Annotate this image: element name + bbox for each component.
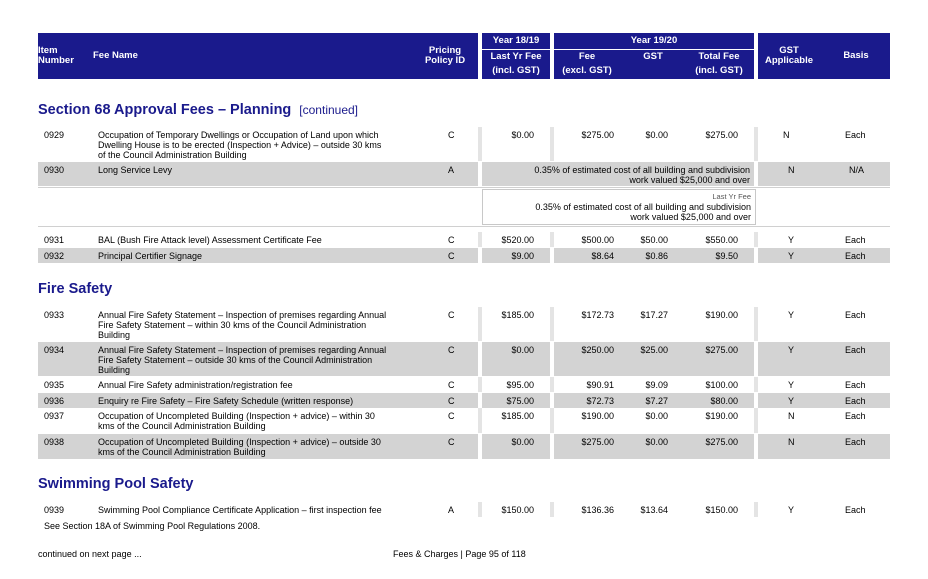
section-title-s68: Section 68 Approval Fees – Planning [continued] — [38, 102, 359, 118]
table-row — [38, 408, 890, 433]
last-year-rate-row — [38, 187, 890, 227]
total-fee: $100.00 — [705, 380, 738, 390]
header-pricing-1: Pricing — [428, 45, 462, 56]
header-year-curr: Year 19/20 — [630, 35, 678, 46]
continued-note: continued on next page ... — [38, 549, 142, 559]
header-fee-name: Fee Name — [93, 50, 138, 61]
fee-name: Principal Certifier Signage — [98, 251, 203, 261]
continued-label: [continued] — [299, 103, 359, 117]
fee: $136.36 — [581, 505, 614, 515]
page-number: Fees & Charges | Page 95 of 118 — [393, 549, 526, 559]
fee-name: Occupation of Uncompleted Building (Inspection + advice) – within 30 kms of the Council Administration Building — [98, 411, 375, 431]
fee: $250.00 — [581, 345, 614, 355]
section-title-pool: Swimming Pool Safety — [38, 476, 194, 492]
last-yr-fee: $95.00 — [506, 380, 534, 390]
pricing-policy: C — [448, 380, 455, 390]
fee-name: Annual Fire Safety Statement – Inspection of premises regarding Annual Fire Safety Statement – outside 30 kms of the Council Administration Building — [98, 345, 387, 375]
basis: Each — [845, 396, 866, 406]
table-row — [38, 434, 890, 459]
total-fee: $190.00 — [705, 411, 738, 421]
fee-name: Annual Fire Safety Statement – Inspection of premises regarding Annual Fire Safety Statement – within 30 kms of the Council Administration Building — [98, 310, 387, 340]
gst-applicable: N — [788, 437, 795, 447]
item-number: 0937 — [44, 411, 65, 421]
header-last-yr-2: (incl. GST) — [492, 65, 540, 76]
table-row — [38, 232, 890, 247]
gst-applicable: Y — [788, 380, 795, 390]
header-gst-app-1: GST — [779, 45, 799, 56]
item-number: 0936 — [44, 396, 65, 406]
total-fee: $550.00 — [705, 235, 738, 245]
item-number: 0930 — [44, 165, 65, 175]
item-number: 0931 — [44, 235, 65, 245]
table-row — [38, 127, 890, 161]
header-fee-2: (excl. GST) — [562, 65, 612, 76]
last-yr-label: Last Yr Fee — [712, 192, 751, 201]
last-yr-fee: $0.00 — [511, 345, 534, 355]
basis: Each — [845, 345, 866, 355]
total-fee: $275.00 — [705, 437, 738, 447]
header-gst-app-2: Applicable — [764, 55, 814, 66]
last-yr-fee: $0.00 — [511, 130, 534, 140]
last-yr-fee: $520.00 — [501, 235, 534, 245]
table-row — [38, 377, 890, 392]
fee-name: Swimming Pool Compliance Certificate Application – first inspection fee — [98, 505, 382, 515]
basis: Each — [845, 310, 866, 320]
last-yr-fee: $185.00 — [501, 310, 534, 320]
total-fee: $275.00 — [705, 345, 738, 355]
fee-name: Occupation of Uncompleted Building (Inspection + advice) – outside 30 kms of the Council Administration Building — [98, 437, 381, 457]
pricing-policy: C — [448, 396, 455, 406]
header-basis: Basis — [843, 50, 869, 61]
basis: Each — [845, 251, 866, 261]
rate-description: 0.35% of estimated cost of all building and subdivision work valued $25,000 and over — [534, 165, 750, 185]
header-item-number-1: Item — [38, 45, 58, 56]
table-row — [38, 248, 890, 263]
table-row — [38, 162, 890, 186]
item-number: 0929 — [44, 130, 65, 140]
total-fee: $80.00 — [710, 396, 738, 406]
pricing-policy: C — [448, 411, 455, 421]
header-fee-1: Fee — [578, 51, 596, 62]
gst: $13.64 — [640, 505, 668, 515]
fee: $275.00 — [581, 437, 614, 447]
gst: $0.86 — [645, 251, 668, 261]
total-fee: $190.00 — [705, 310, 738, 320]
total-fee: $150.00 — [705, 505, 738, 515]
fee: $72.73 — [586, 396, 614, 406]
gst-applicable: Y — [788, 310, 795, 320]
gst: $50.00 — [640, 235, 668, 245]
fee-name: Annual Fire Safety administration/registration fee — [98, 380, 293, 390]
basis: Each — [845, 235, 866, 245]
table-row — [38, 342, 890, 376]
pool-regulation-note: See Section 18A of Swimming Pool Regulations 2008. — [44, 521, 261, 531]
basis: Each — [845, 505, 866, 515]
fee-name: BAL (Bush Fire Attack level) Assessment Certificate Fee — [98, 235, 322, 245]
fee: $275.00 — [581, 130, 614, 140]
basis: Each — [845, 411, 866, 421]
header-total-2: (incl. GST) — [695, 65, 743, 76]
header-total-1: Total Fee — [698, 51, 740, 62]
item-number: 0939 — [44, 505, 65, 515]
basis: N/A — [849, 165, 865, 175]
pricing-policy: C — [448, 130, 455, 140]
total-fee: $9.50 — [715, 251, 738, 261]
header-gst: GST — [643, 51, 663, 62]
item-number: 0933 — [44, 310, 65, 320]
table-row — [38, 502, 890, 517]
last-yr-fee: $75.00 — [506, 396, 534, 406]
pricing-policy: A — [448, 165, 455, 175]
item-number: 0938 — [44, 437, 65, 447]
gst-applicable: Y — [788, 345, 795, 355]
last-yr-fee: $0.00 — [511, 437, 534, 447]
fee: $90.91 — [586, 380, 614, 390]
basis: Each — [845, 130, 866, 140]
gst-applicable: Y — [788, 235, 795, 245]
gst-applicable: N — [788, 165, 795, 175]
header-item-number-2: Number — [38, 55, 74, 66]
last-yr-fee: $185.00 — [501, 411, 534, 421]
table-row — [38, 307, 890, 341]
fee-name: Long Service Levy — [98, 165, 173, 175]
gst: $9.09 — [645, 380, 668, 390]
item-number: 0935 — [44, 380, 65, 390]
gst: $7.27 — [645, 396, 668, 406]
fee: $8.64 — [591, 251, 614, 261]
fee: $190.00 — [581, 411, 614, 421]
gst-applicable: N — [788, 411, 795, 421]
gst: $0.00 — [645, 130, 668, 140]
table-row — [38, 393, 890, 408]
gst: $17.27 — [640, 310, 668, 320]
fee-name: Enquiry re Fire Safety – Fire Safety Schedule (written response) — [98, 396, 354, 406]
section-title-fire: Fire Safety — [38, 281, 113, 297]
pricing-policy: C — [448, 235, 455, 245]
last-year-rate-box — [482, 189, 756, 225]
pricing-policy: C — [448, 345, 455, 355]
gst-applicable: Y — [788, 396, 795, 406]
fee-name: Occupation of Temporary Dwellings or Occupation of Land upon which Dwelling House is to be erected (Inspection + Advice) – outside 30 kms of the Council Administration Building — [98, 130, 382, 160]
basis: Each — [845, 380, 866, 390]
pricing-policy: C — [448, 437, 455, 447]
last-yr-fee: $150.00 — [501, 505, 534, 515]
gst-applicable: N — [783, 130, 790, 140]
item-number: 0934 — [44, 345, 65, 355]
gst-applicable: Y — [788, 251, 795, 261]
gst-applicable: Y — [788, 505, 795, 515]
pricing-policy: A — [448, 505, 455, 515]
last-yr-fee: $9.00 — [511, 251, 534, 261]
gst: $0.00 — [645, 437, 668, 447]
table-header — [38, 33, 890, 79]
gst: $0.00 — [645, 411, 668, 421]
fee: $500.00 — [581, 235, 614, 245]
item-number: 0932 — [44, 251, 65, 261]
header-pricing-2: Policy ID — [424, 55, 466, 66]
total-fee: $275.00 — [705, 130, 738, 140]
header-last-yr-1: Last Yr Fee — [490, 51, 542, 62]
pricing-policy: C — [448, 251, 455, 261]
gst: $25.00 — [640, 345, 668, 355]
header-year-prev: Year 18/19 — [492, 35, 540, 46]
pricing-policy: C — [448, 310, 455, 320]
last-yr-rate: 0.35% of estimated cost of all building and subdivision work valued $25,000 and over — [535, 202, 751, 222]
fee: $172.73 — [581, 310, 614, 320]
basis: Each — [845, 437, 866, 447]
